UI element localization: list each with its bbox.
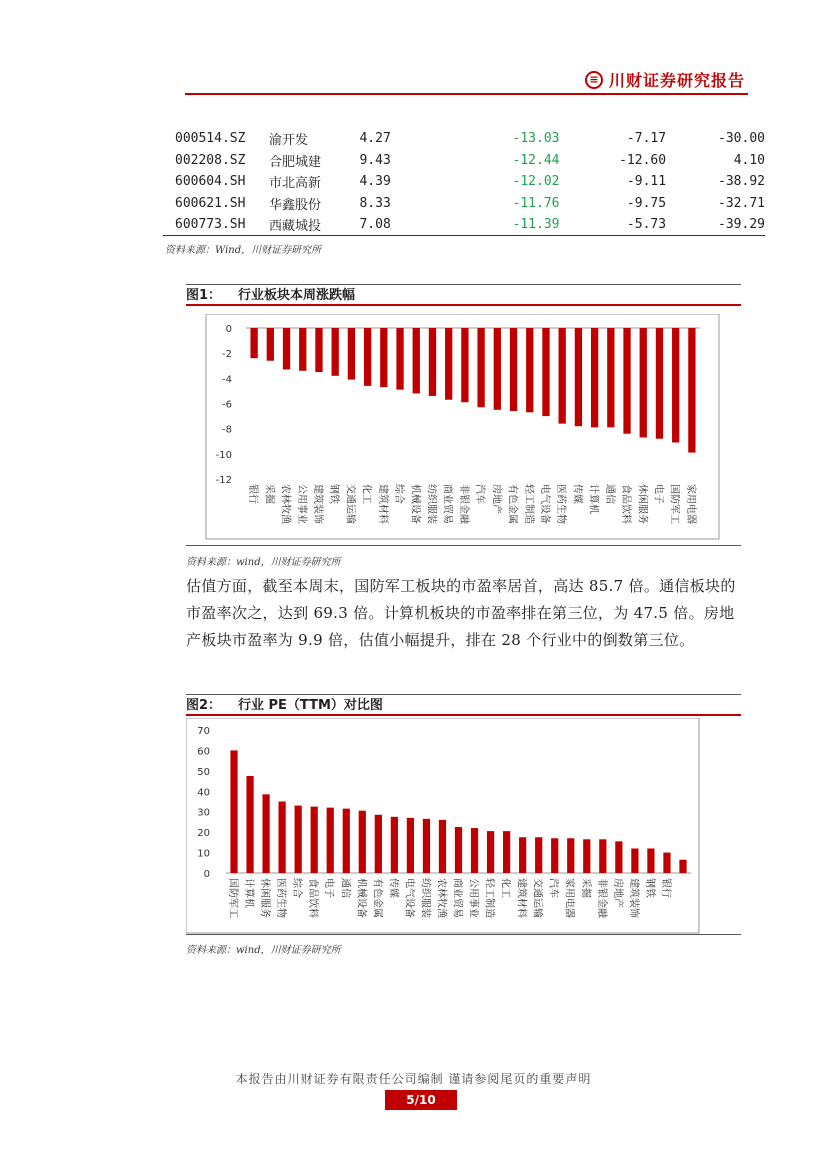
bar (413, 328, 420, 393)
cell-name: 华鑫股份 (269, 197, 322, 213)
y-tick-label: -6 (222, 399, 232, 411)
x-tick-label: 钢铁 (328, 484, 340, 504)
x-tick-label: 交通运输 (344, 484, 356, 524)
x-tick-label: 银行 (659, 878, 671, 898)
x-tick-label: 电气设备 (538, 484, 550, 524)
x-tick-label: 商业贸易 (441, 484, 453, 524)
x-tick-label: 纺织服装 (419, 878, 431, 918)
bar (332, 328, 339, 376)
figure-2-bottom-rule (186, 934, 741, 935)
bar (663, 853, 670, 873)
figure-2-caption: 行业 PE（TTM）对比图 (238, 698, 383, 713)
x-tick-label: 医药生物 (555, 484, 567, 524)
table-bottom-rule (163, 235, 765, 236)
chart-industry-weekly-change (180, 314, 720, 540)
bar (380, 328, 387, 387)
bar (455, 827, 462, 873)
y-tick-label: 70 (197, 726, 210, 737)
x-tick-label: 化工 (499, 878, 511, 898)
y-tick-label: 0 (203, 869, 210, 880)
cell-price: 4.39 (359, 174, 391, 190)
x-tick-label: 建筑材料 (515, 878, 527, 918)
table-row (163, 128, 765, 150)
bar (439, 820, 446, 873)
cell-b: -38.92 (718, 174, 765, 190)
y-tick-label: 10 (197, 848, 210, 860)
cell-price: 7.08 (359, 217, 391, 233)
cell-b: -30.00 (718, 131, 765, 147)
x-tick-label: 机械设备 (355, 878, 367, 918)
bar (348, 328, 355, 380)
bar (542, 328, 549, 416)
x-tick-label: 汽车 (474, 484, 486, 504)
x-tick-label: 食品饮料 (307, 878, 319, 918)
y-tick-label: -12 (215, 475, 232, 486)
bar (551, 838, 558, 873)
bar (599, 839, 606, 873)
figure-2-title (186, 694, 741, 716)
cell-name: 市北高新 (269, 176, 322, 192)
x-tick-label: 建筑装饰 (627, 878, 639, 918)
cell-name: 合肥城建 (269, 154, 322, 170)
bar (494, 328, 501, 410)
bar (359, 811, 366, 873)
x-tick-label: 公用事业 (467, 878, 479, 918)
bar (461, 328, 468, 402)
chart-industry-pe (186, 718, 700, 934)
x-tick-label: 食品饮料 (620, 484, 632, 524)
header-rule (185, 93, 748, 95)
bar (364, 328, 371, 386)
cell-price: 4.27 (359, 131, 391, 147)
bar (672, 328, 679, 443)
x-tick-label: 商业贸易 (451, 878, 463, 918)
bar (262, 794, 269, 873)
cell-a: -7.17 (626, 131, 667, 147)
cell-code: 000514.SZ (175, 131, 246, 147)
x-tick-label: 轻工制造 (522, 484, 534, 524)
valuation-paragraph: 估值方面，截至本周末，国防军工板块的市盈率居首，高达 85.7 倍。通信板块的市盈率次之，达到 69.3 倍。计算机板块的市盈率排在第三位，为 47.5 倍。房地产板块市盈率为 9.9 倍，估值小幅提升，排在 28 个行业中的倒数第三位。 (186, 577, 736, 649)
table-row (163, 193, 765, 215)
y-tick-label: -2 (222, 349, 232, 361)
cell-name: 渝开发 (269, 133, 309, 149)
bar (503, 831, 510, 873)
bar (647, 848, 654, 873)
brand-name: 川财证券研究报告 (609, 71, 746, 90)
y-tick-label: 60 (197, 746, 210, 758)
cell-code: 002208.SZ (175, 152, 246, 168)
cell-name: 西藏城投 (269, 219, 322, 235)
bar (519, 837, 526, 873)
page-number: 5/10 (385, 1090, 457, 1110)
bar (583, 839, 590, 873)
x-tick-label: 计算机 (243, 878, 255, 908)
x-tick-label: 交通运输 (531, 878, 543, 918)
bar (246, 776, 253, 873)
table-row (163, 150, 765, 172)
bar (250, 328, 257, 358)
bar (591, 328, 598, 427)
x-tick-label: 国防军工 (668, 484, 680, 524)
x-tick-label: 家用电器 (684, 484, 696, 524)
bar (343, 809, 350, 873)
x-tick-label: 非银金融 (457, 484, 469, 524)
bar (327, 808, 334, 873)
figure-2-number: 图2： (186, 698, 222, 713)
y-tick-label: -4 (222, 374, 232, 386)
bar (407, 818, 414, 873)
table-row (163, 214, 765, 236)
bar (295, 806, 302, 873)
bar (656, 328, 663, 439)
figure-1-bottom-rule (186, 545, 741, 546)
y-tick-label: 50 (197, 766, 210, 778)
x-tick-label: 轻工制造 (483, 878, 495, 918)
cell-price: 8.33 (359, 195, 391, 211)
bar (679, 860, 686, 873)
x-tick-label: 电气设备 (403, 878, 415, 918)
bar (283, 328, 290, 370)
x-tick-label: 采掘 (263, 484, 275, 504)
bar (429, 328, 436, 396)
cell-code: 600604.SH (175, 174, 246, 190)
x-tick-label: 化工 (360, 484, 372, 504)
x-tick-label: 计算机 (587, 484, 599, 514)
header-brand (585, 68, 745, 91)
bar (391, 817, 398, 873)
bar (487, 831, 494, 873)
bar (279, 802, 286, 874)
bar (315, 328, 322, 372)
y-tick-label: 20 (197, 828, 210, 840)
footer-disclaimer: 本报告由川财证券有限责任公司编制 谨请参阅尾页的重要声明 (235, 1072, 592, 1086)
cell-chg: -12.02 (512, 174, 560, 190)
x-tick-label: 建筑装饰 (311, 484, 323, 524)
bar (640, 328, 647, 437)
bar (471, 828, 478, 873)
bar (267, 328, 274, 361)
x-tick-label: 通信 (339, 878, 351, 898)
x-tick-label: 传媒 (387, 878, 399, 898)
x-tick-label: 房地产 (490, 484, 502, 514)
bar (375, 815, 382, 873)
x-tick-label: 农林牧渔 (435, 878, 447, 918)
cell-chg: -11.39 (512, 217, 560, 233)
x-tick-label: 有色金属 (371, 878, 383, 918)
figure-1-number: 图1： (186, 288, 222, 303)
bar (477, 328, 484, 407)
stock-table (163, 128, 765, 236)
y-tick-label: 40 (197, 787, 210, 799)
x-tick-label: 有色金属 (506, 484, 518, 524)
x-tick-label: 机械设备 (409, 484, 421, 524)
x-tick-label: 银行 (247, 484, 259, 504)
x-tick-label: 医药生物 (275, 878, 287, 918)
bar (299, 328, 306, 371)
table-row (163, 171, 765, 193)
cell-chg: -11.76 (512, 195, 560, 211)
cell-b: -32.71 (718, 195, 765, 211)
y-tick-label: 0 (225, 324, 232, 335)
figure-1-caption: 行业板块本周涨跌幅 (238, 288, 356, 303)
x-tick-label: 采掘 (579, 878, 591, 898)
x-tick-label: 休闲服务 (259, 878, 271, 918)
bar (607, 328, 614, 427)
x-tick-label: 纺织服装 (425, 484, 437, 524)
x-tick-label: 传媒 (571, 484, 583, 504)
cell-a: -12.60 (619, 152, 667, 168)
x-tick-label: 综合 (291, 878, 303, 898)
cell-code: 600621.SH (175, 195, 246, 211)
bar (559, 328, 566, 424)
x-tick-label: 汽车 (547, 878, 559, 898)
bar (445, 328, 452, 400)
bar (311, 807, 318, 873)
bar (423, 819, 430, 873)
figure-1-source: 资料来源：wind，川财证券研究所 (186, 557, 341, 568)
table-source: 资料来源：Wind，川财证券研究所 (165, 245, 322, 256)
bar (688, 328, 695, 453)
bar (623, 328, 630, 434)
cell-b: -39.29 (718, 217, 765, 233)
x-tick-label: 建筑材料 (376, 484, 388, 524)
cell-a: -9.75 (626, 195, 667, 211)
cell-chg: -12.44 (512, 152, 560, 168)
figure-2-source: 资料来源：wind，川财证券研究所 (186, 945, 341, 956)
bar (526, 328, 533, 412)
bar (510, 328, 517, 411)
bar (230, 750, 237, 873)
figure-1-title (186, 284, 741, 306)
x-tick-label: 综合 (393, 484, 405, 504)
bar (631, 848, 638, 873)
x-tick-label: 休闲服务 (636, 484, 648, 524)
brand-logo-icon: ≡ (585, 71, 603, 89)
y-tick-label: -8 (222, 424, 232, 436)
x-tick-label: 非银金融 (595, 878, 607, 918)
bar (615, 841, 622, 873)
x-tick-label: 通信 (603, 484, 615, 504)
x-tick-label: 农林牧渔 (279, 484, 291, 524)
cell-chg: -13.03 (512, 131, 560, 147)
x-tick-label: 国防军工 (227, 878, 239, 918)
cell-a: -9.11 (626, 174, 667, 190)
x-tick-label: 房地产 (611, 878, 623, 908)
cell-a: -5.73 (626, 217, 667, 233)
y-tick-label: -10 (215, 449, 232, 461)
x-tick-label: 电子 (652, 484, 664, 504)
x-tick-label: 家用电器 (563, 878, 575, 918)
x-tick-label: 电子 (323, 878, 335, 898)
bar (396, 328, 403, 390)
x-tick-label: 公用事业 (295, 484, 307, 524)
x-tick-label: 钢铁 (643, 878, 655, 898)
y-tick-label: 30 (197, 807, 210, 819)
bar (535, 837, 542, 873)
cell-code: 600773.SH (175, 217, 246, 233)
cell-b: 4.10 (733, 152, 765, 168)
cell-price: 9.43 (359, 152, 391, 168)
bar (575, 328, 582, 426)
bar (567, 838, 574, 873)
